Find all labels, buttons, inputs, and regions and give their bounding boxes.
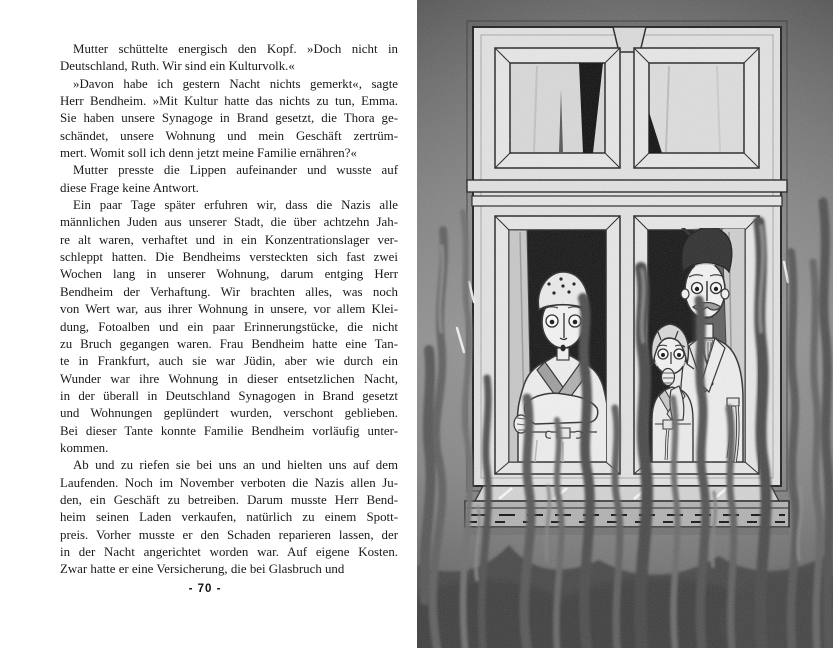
text-line: Mutter presste die Lippen aufeinander und wusste auf bbox=[73, 163, 398, 178]
text-line: Laufenden. Noch im November verboten die Nazis allen Ju- bbox=[60, 475, 398, 490]
text-line: Sie haben unsere Synagoge in Brand gesetzt, die Thora ge- bbox=[60, 111, 398, 126]
text-line: mert. Womit soll ich denn jetzt meine Familie ernähren?« bbox=[60, 146, 357, 161]
text-line: dung, Fotoalben und ein paar Erinnerungstücke, die nicht bbox=[60, 319, 398, 334]
text-line: te in Frankfurt, auch sie war Jüdin, aber wie durch ein bbox=[60, 354, 398, 369]
text-line: männlichen Juden aus unserer Stadt, die über achtzehn Jah- bbox=[60, 215, 398, 230]
text-line: den, ein Geschäft zu betreiben. Darum musste Herr Bend- bbox=[60, 492, 398, 507]
text-line: kommen. bbox=[60, 440, 109, 455]
text-line: in der Nacht angerichtet worden war. Auf eigene Kosten. bbox=[60, 544, 398, 559]
text-line: Ein paar Tage später erfuhren wir, dass die Nazis alle bbox=[73, 198, 398, 213]
text-line: heim seinen Laden verkaufen, natürlich zu einem Spott- bbox=[60, 510, 398, 525]
text-line: re alt waren, verhaftet und in ein Konzentrationslager ver- bbox=[60, 232, 398, 247]
text-column bbox=[60, 41, 398, 579]
text-line: in der überall in Deutschland Synagogen in Brand gesetzt bbox=[60, 388, 398, 403]
text-line: Deutschland, Ruth. Wir sind ein Kulturvolk.« bbox=[60, 59, 295, 74]
text-line: Mutter schüttelte energisch den Kopf. »Doch nicht in bbox=[73, 42, 398, 56]
text-line: Wochen lang in unserer Wohnung, darum entging Herr bbox=[60, 267, 398, 282]
illustration bbox=[417, 0, 833, 648]
text-line: zu Bruch gegangen waren. Frau Bendheim hatte eine Tan- bbox=[60, 336, 398, 351]
illustration-page bbox=[417, 0, 833, 648]
text-line: Wunder war ihre Wohnung in dieser entsetzlichen Nacht, bbox=[60, 371, 398, 386]
text-line: preis. Vorher musste er den Schaden reparieren lassen, der bbox=[60, 527, 398, 542]
page-number: - 70 - bbox=[188, 583, 222, 595]
text-line: diese Frage keine Antwort. bbox=[60, 180, 199, 195]
text-line: Ab und zu riefen sie bei uns an und hielten uns auf dem bbox=[73, 458, 398, 473]
text-line: Bendheim der Verhaftung. Wir brachten alles, was noch bbox=[60, 284, 398, 299]
text-line: Herr Bendheim. »Mit Kultur hatte das nichts zu tun, Emma. bbox=[60, 94, 398, 109]
text-line: schändet, unsere Wohnung und mein Geschäft zertrüm- bbox=[60, 128, 398, 143]
text-line: »Davon habe ich gestern Nacht nichts gemerkt«, sagte bbox=[73, 76, 398, 91]
text-line: Bei dieser Tante konnte Familie Bendheim vorläufig unter- bbox=[60, 423, 398, 438]
text-line: schleppt hatten. Die Bendheims versteckten sich fast zwei bbox=[60, 250, 398, 265]
text-line: von Wert war, aus ihrer Wohnung in unsere, vor allem Klei- bbox=[60, 302, 398, 317]
text-line: Zwar hatte er eine Versicherung, die bei Glasbruch und bbox=[60, 562, 345, 577]
grain-overlay bbox=[417, 0, 833, 648]
text-line: und Wohnungen geplündert wurden, verschont geblieben. bbox=[60, 406, 398, 421]
